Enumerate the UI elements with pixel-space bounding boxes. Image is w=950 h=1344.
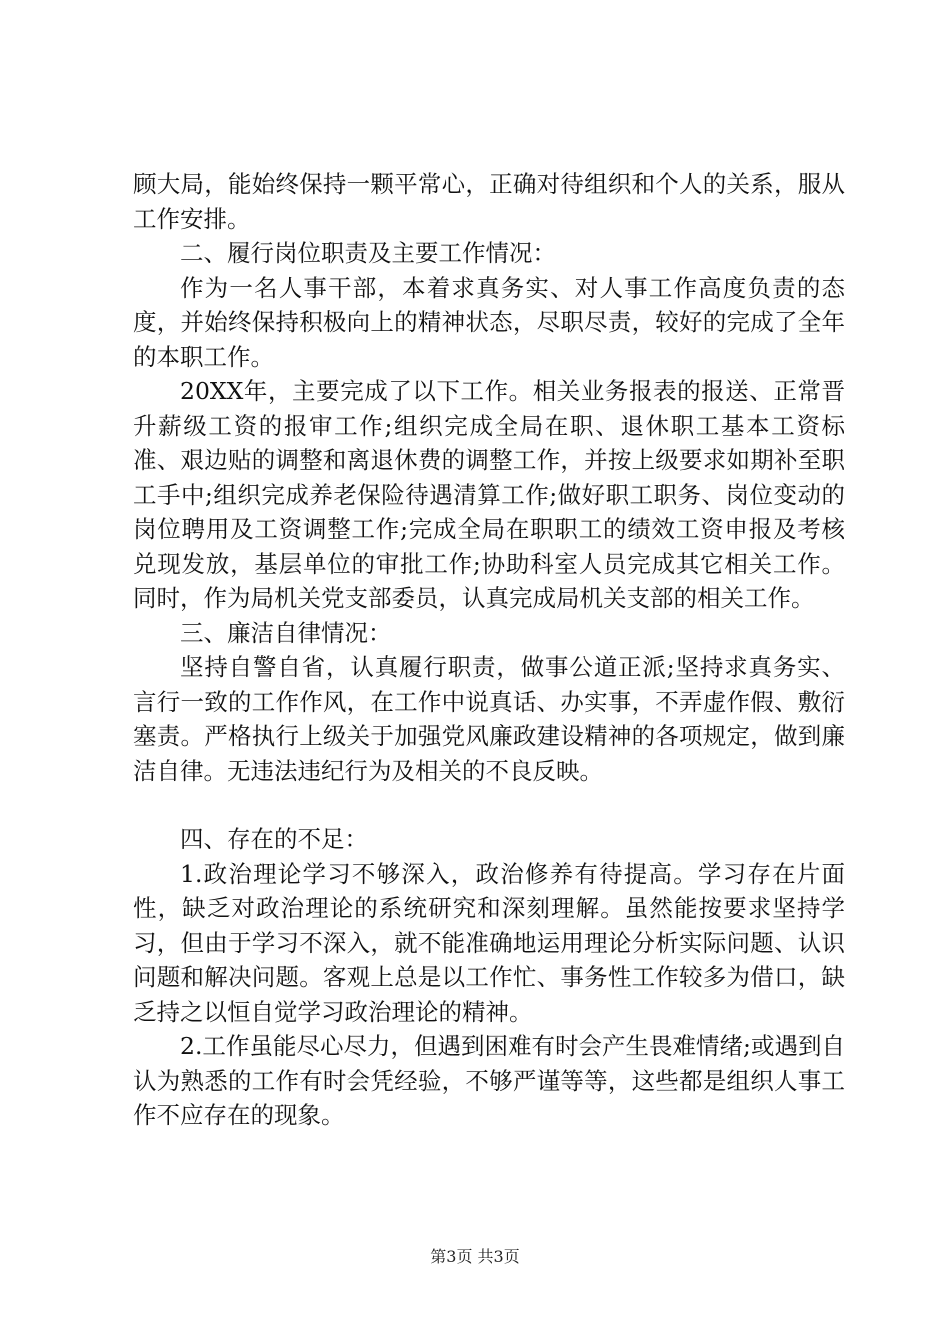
- paragraph-continuation: 顾大局，能始终保持一颗平常心，正确对待组织和个人的关系，服从工作安排。: [133, 170, 845, 233]
- page-footer: [0, 1244, 950, 1267]
- paragraph-integrity: 坚持自警自省，认真履行职责，做事公道正派;坚持求真务实、言行一致的工作作风，在工作中说真话、办实事，不弄虚作假、敷衍塞责。严格执行上级关于加强党风廉政建设精神的各项规定，做到廉洁自律。无违法违纪行为及相关的不良反映。: [133, 653, 845, 785]
- section-heading-duties: 二、履行岗位职责及主要工作情况：: [180, 239, 556, 267]
- section-heading-integrity: 三、廉洁自律情况：: [180, 618, 392, 647]
- section-heading-shortcomings: 四、存在的不足：: [180, 825, 368, 853]
- paragraph-duties-intro: 作为一名人事干部，本着求真务实、对人事工作高度负责的态度，并始终保持积极向上的精神状态，尽职尽责，较好的完成了全年的本职工作。: [133, 273, 845, 371]
- paragraph-shortcoming-2: 2.工作虽能尽心尽力，但遇到困难有时会产生畏难情绪;或遇到自认为熟悉的工作有时会凭经验，不够严谨等等，这些都是组织人事工作不应存在的现象。: [133, 1032, 845, 1129]
- page-number: 第3页 共3页: [430, 1247, 520, 1266]
- document-body: [133, 167, 845, 1133]
- paragraph-shortcoming-1: 1.政治理论学习不够深入，政治修养有待提高。学习存在片面性，缺乏对政治理论的系统研究和深刻理解。虽然能按要求坚持学习，但由于学习不深入，就不能准确地运用理论分析实际问题、认识问题和解决问题。客观上总是以工作忙、事务性工作较多为借口，缺乏持之以恒自觉学习政治理论的精神。: [133, 859, 845, 1026]
- paragraph-work-list: 20XX年，主要完成了以下工作。相关业务报表的报送、正常晋升薪级工资的报审工作;组织完成全局在职、退休职工基本工资标准、艰边贴的调整和离退休费的调整工作，并按上级要求如期补至职工手中;组织完成养老保险待遇清算工作;做好职工职务、岗位变动的岗位聘用及工资调整工作;完成全局在职职工的绩效工资申报及考核兑现发放，基层单位的审批工作;协助科室人员完成其它相关工作。同时，作为局机关党支部委员，认真完成局机关支部的相关工作。: [133, 377, 845, 612]
